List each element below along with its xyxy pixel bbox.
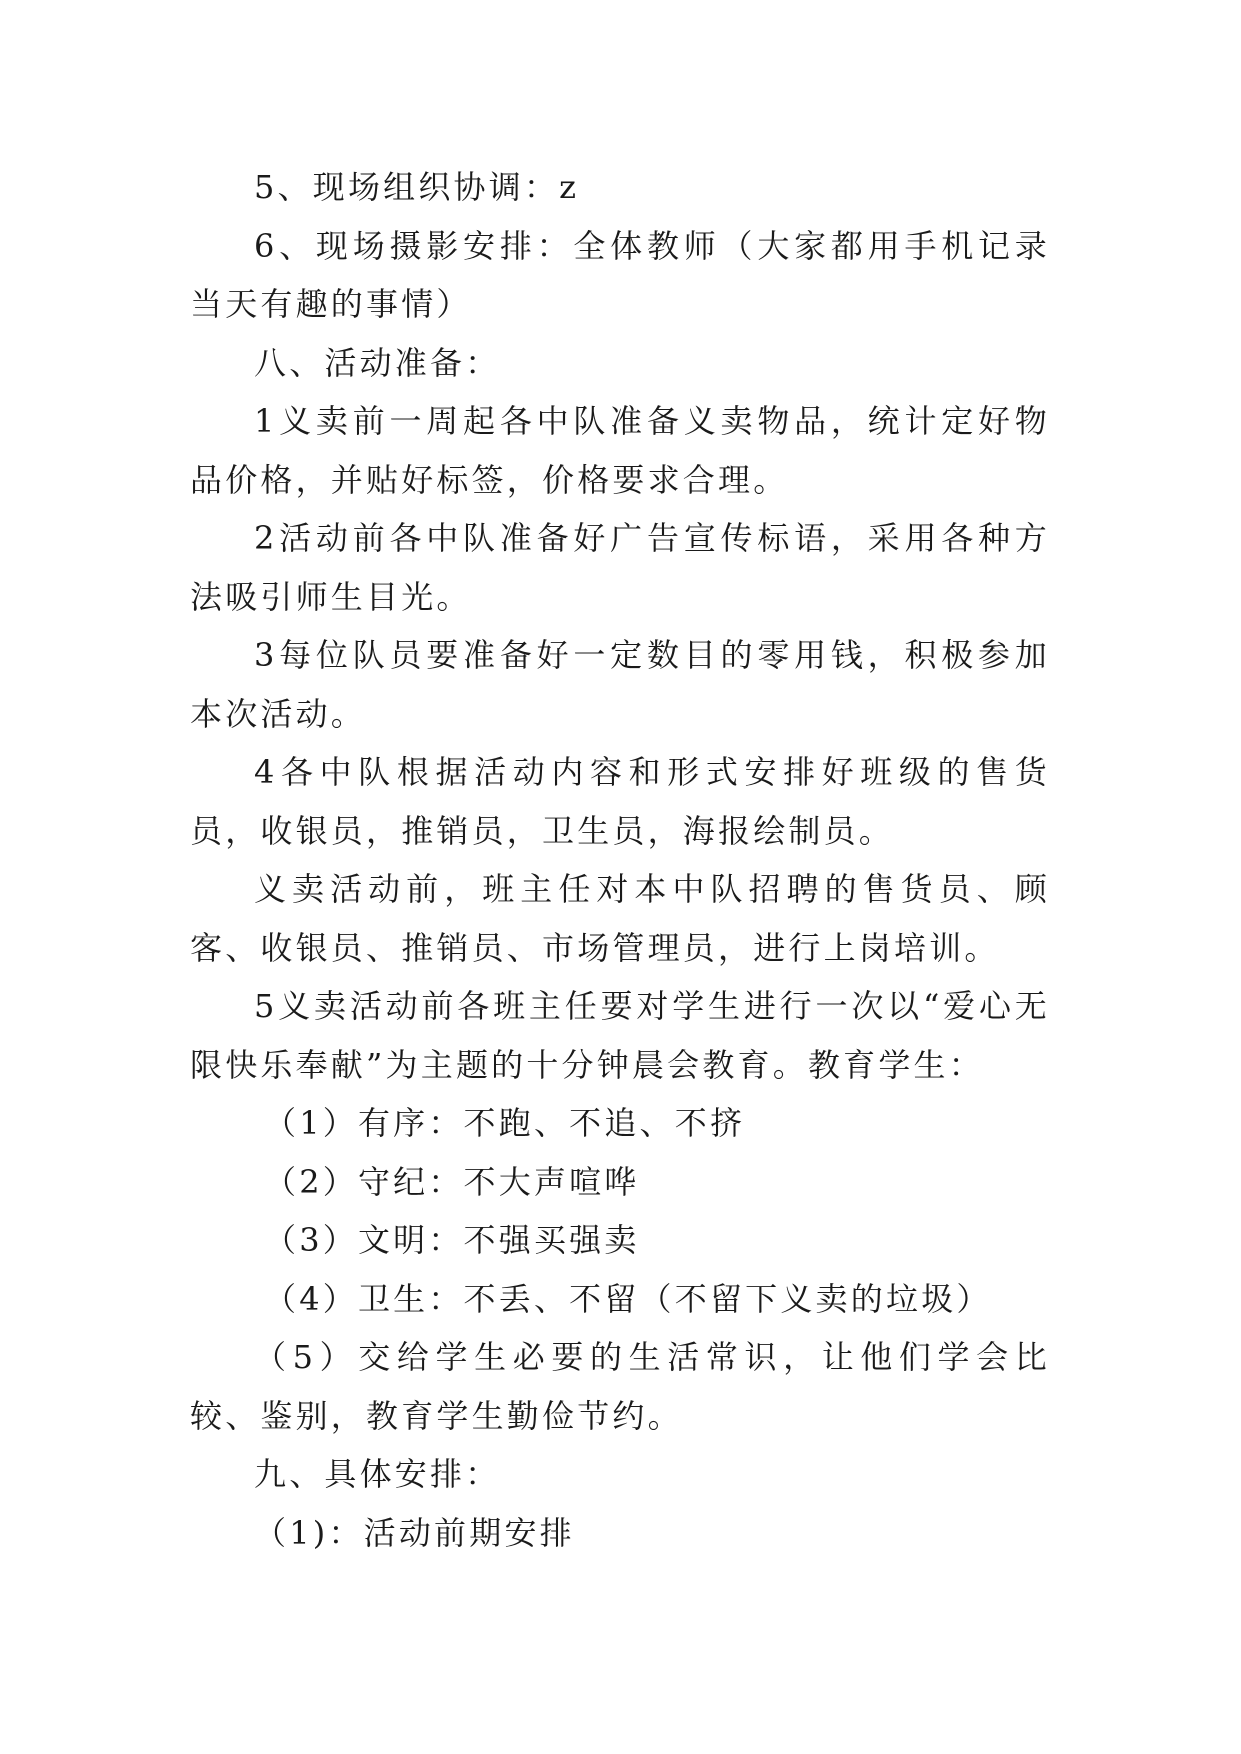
- paragraph-prep-item-5: 5义卖活动前各班主任要对学生进行一次以“爱心无限快乐奉献”为主题的十分钟晨会教育。教育学生：: [190, 987, 1050, 1084]
- document-body: [190, 158, 1050, 1562]
- paragraph-onsite-coordination: 5、现场组织协调：z: [254, 168, 580, 206]
- paragraph-prep-item-4: 4各中队根据活动内容和形式安排好班级的售货员，收银员，推销员，卫生员，海报绘制员。: [190, 753, 1050, 850]
- list-item-discipline: （2）守纪：不大声喧哗: [264, 1162, 640, 1201]
- paragraph-prep-item-2: 2活动前各中队准备好广告宣传标语，采用各种方法吸引师生目光。: [190, 519, 1050, 616]
- list-item-civility: （3）文明：不强买强卖: [264, 1221, 640, 1259]
- paragraph-pre-activity-arrangements: （1)：活动前期安排: [254, 1513, 575, 1552]
- paragraph-prep-item-3: 3每位队员要准备好一定数目的零用钱，积极参加本次活动。: [190, 636, 1050, 733]
- paragraph-prep-item-1: 1义卖前一周起各中队准备义卖物品，统计定好物品价格，并贴好标签，价格要求合理。: [190, 402, 1050, 499]
- paragraph-training: 义卖活动前，班主任对本中队招聘的售货员、顾客、收银员、推销员、市场管理员，进行上岗培训。: [190, 870, 1050, 967]
- section-heading-specific-arrangements: 九、具体安排：: [254, 1455, 501, 1493]
- section-heading-activity-preparation: 八、活动准备：: [254, 343, 501, 382]
- list-item-hygiene: （4）卫生：不丢、不留（不留下义卖的垃圾）: [264, 1279, 992, 1318]
- list-item-common-sense: （5）交给学生必要的生活常识，让他们学会比较、鉴别，教育学生勤俭节约。: [190, 1338, 1050, 1435]
- list-item-order: （1）有序：不跑、不追、不挤: [264, 1104, 746, 1142]
- paragraph-onsite-photography: 6、现场摄影安排：全体教师（大家都用手机记录当天有趣的事情）: [190, 226, 1050, 323]
